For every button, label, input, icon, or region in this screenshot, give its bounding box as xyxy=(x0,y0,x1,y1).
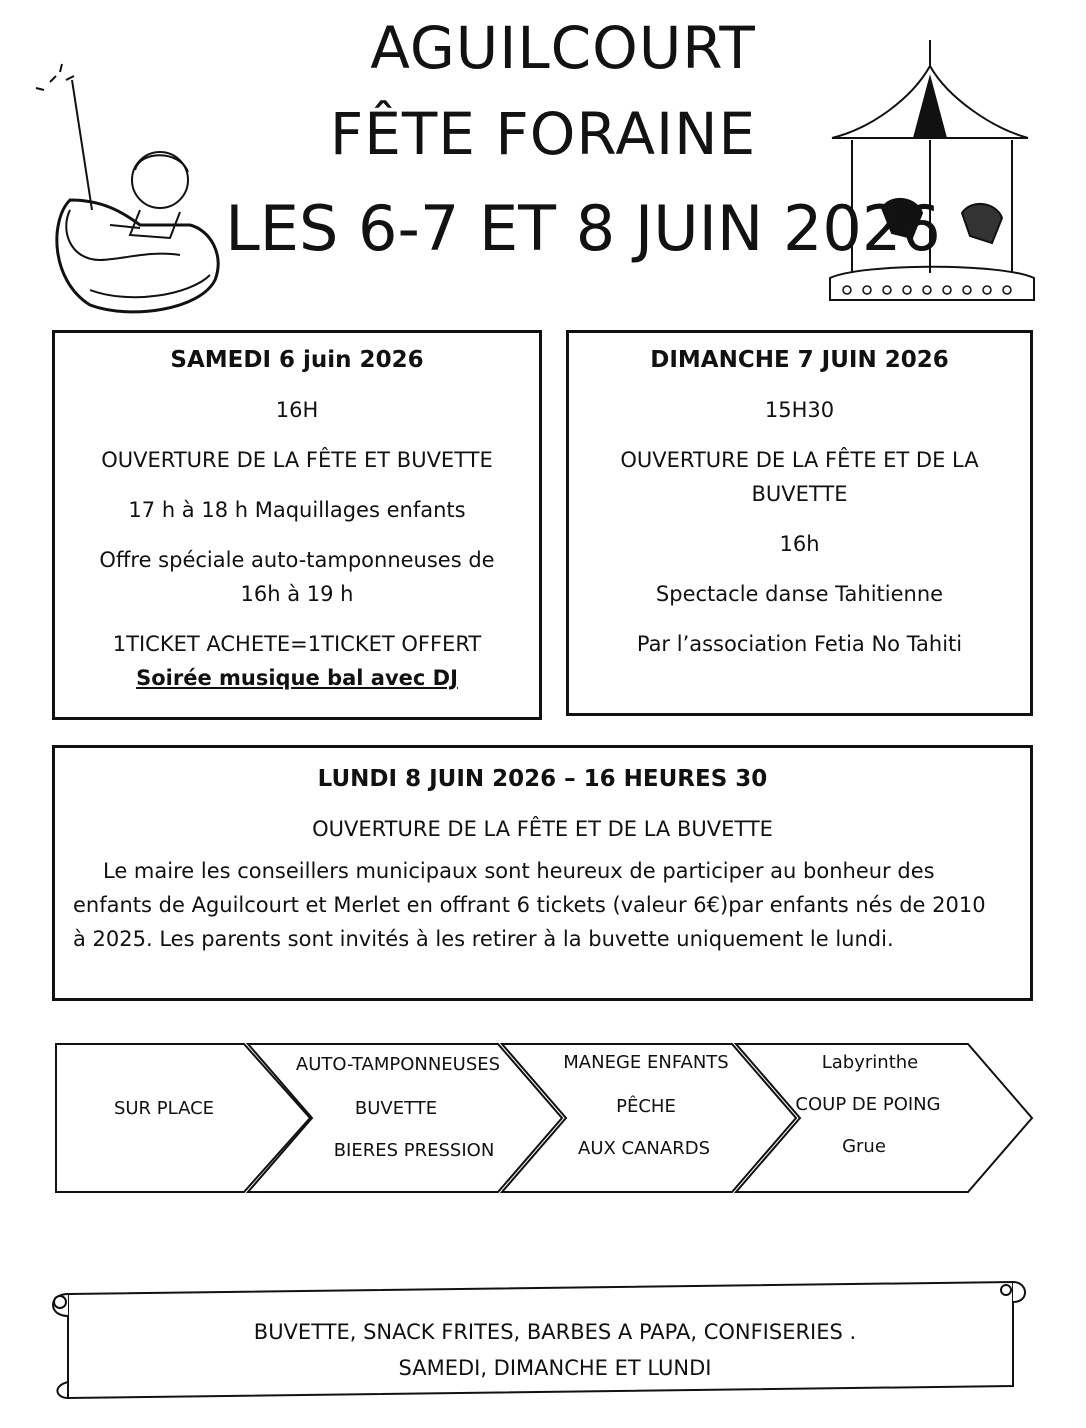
saturday-box xyxy=(52,330,542,720)
attraction-col3-item2: PÊCHE xyxy=(616,1096,676,1117)
monday-text-line1: Le maire les conseillers municipaux sont heureux de participer au bonheur des xyxy=(103,859,935,883)
attraction-col2-item2: BUVETTE xyxy=(354,1098,438,1119)
monday-title: LUNDI 8 JUIN 2026 – 16 HEURES 30 xyxy=(317,766,768,792)
attraction-col4-item3: Grue xyxy=(842,1136,886,1157)
sunday-opening-line2: BUVETTE xyxy=(751,482,848,506)
attraction-col2-item3: BIERES PRESSION xyxy=(333,1140,495,1161)
attraction-col4-item2: COUP DE POING xyxy=(795,1094,941,1115)
monday-box xyxy=(52,745,1033,1001)
monday-opening: OUVERTURE DE LA FÊTE ET DE LA BUVETTE xyxy=(312,817,773,841)
saturday-time: 16H xyxy=(275,398,319,422)
sunday-opening-line1: OUVERTURE DE LA FÊTE ET DE LA xyxy=(620,448,979,472)
attraction-col3-item1: MANEGE ENFANTS xyxy=(563,1052,729,1073)
saturday-evening: Soirée musique bal avec DJ xyxy=(136,666,458,690)
bumper-car-illustration xyxy=(30,60,230,320)
saturday-offer-line1: Offre spéciale auto-tamponneuses de xyxy=(99,548,495,572)
title-event: FÊTE FORAINE xyxy=(329,100,757,168)
saturday-offer-line2: 16h à 19 h xyxy=(240,582,354,606)
sunday-time: 15H30 xyxy=(764,398,835,422)
attraction-col1-item1: SUR PLACE xyxy=(113,1098,215,1119)
sunday-box xyxy=(566,330,1033,716)
title-village: AGUILCOURT xyxy=(370,14,756,82)
monday-text-line2: enfants de Aguilcourt et Merlet en offrant 6 tickets (valeur 6€)par enfants nés de 2010 xyxy=(73,893,986,917)
attraction-col2-item1: AUTO-TAMPONNEUSES xyxy=(295,1054,501,1075)
attraction-col3-item3: AUX CANARDS xyxy=(578,1138,710,1159)
monday-text-line3: à 2025. Les parents sont invités à les retirer à la buvette uniquement le lundi. xyxy=(73,927,894,951)
sunday-association: Par l’association Fetia No Tahiti xyxy=(636,632,963,656)
sunday-show-time: 16h xyxy=(779,532,820,556)
banner-line1: BUVETTE, SNACK FRITES, BARBES A PAPA, CONFISERIES . xyxy=(253,1320,857,1344)
title-dates: LES 6-7 ET 8 JUIN 2026 xyxy=(225,192,941,265)
saturday-title: SAMEDI 6 juin 2026 xyxy=(170,347,424,373)
saturday-ticket: 1TICKET ACHETE=1TICKET OFFERT xyxy=(112,632,482,656)
sunday-show: Spectacle danse Tahitienne xyxy=(655,582,944,606)
attraction-col4-item1: Labyrinthe xyxy=(821,1052,919,1073)
banner-line2: SAMEDI, DIMANCHE ET LUNDI xyxy=(398,1356,712,1380)
saturday-opening: OUVERTURE DE LA FÊTE ET BUVETTE xyxy=(101,448,493,472)
sunday-title: DIMANCHE 7 JUIN 2026 xyxy=(650,347,949,373)
saturday-makeup: 17 h à 18 h Maquillages enfants xyxy=(128,498,466,522)
